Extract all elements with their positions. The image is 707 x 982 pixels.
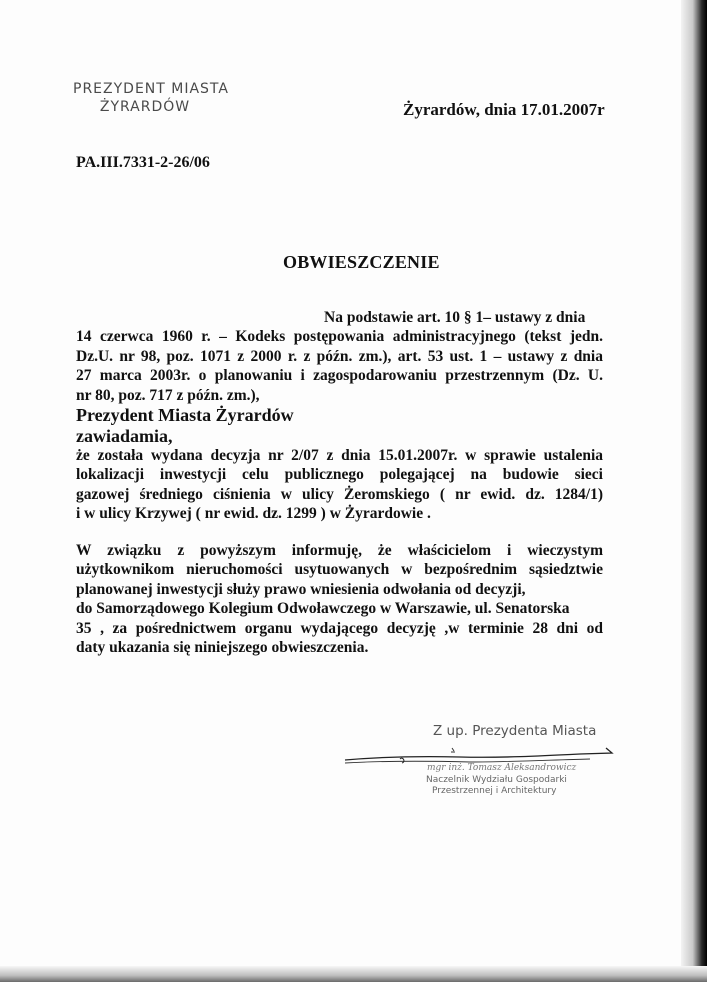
stamp-line-1: PREZYDENT MIASTA [73,81,229,97]
signatory-title-line-1: Naczelnik Wydziału Gospodarki [426,775,567,785]
legal-basis-paragraph [76,308,603,405]
document-date: Żyrardów, dnia 17.01.2007r [403,100,605,119]
authority-block [76,405,294,447]
signatory-name: mgr inż. Tomasz Aleksandrowicz [427,763,577,773]
paragraph-line: lokalizacji inwestycji celu publicznego polegającej na budowie sieci [76,466,603,484]
paragraph-line: użytkownikom nieruchomości usytuowanych w bezpośrednim sąsiedztwie [76,561,603,579]
paragraph-line: 35 , za pośrednictwem organu wydającego decyzję ,w terminie 28 dni od [76,619,603,637]
paragraph-line: planowanej inwestycji służy prawo wniesienia odwołania od decyzji, [76,580,526,598]
authority-name: Prezydent Miasta Żyrardów [76,405,294,425]
paragraph-line: nr 80, poz. 717 z późn. zm.), [76,386,260,404]
paragraph-line: i w ulicy Krzywej ( nr ewid. dz. 1299 ) w Żyrardowie . [76,505,431,523]
notifies-word: zawiadamia, [76,426,173,446]
scan-edge-right [681,0,707,982]
paragraph-line: daty ukazania się niniejszego obwieszczenia. [76,639,369,657]
signatory-title-line-2: Przestrzennej i Architektury [432,786,557,796]
paragraph-line: gazowej średniego ciśnienia w ulicy Żeromskiego ( nr ewid. dz. 1284/1) [76,485,603,503]
paragraph-line: 14 czerwca 1960 r. – Kodeks postępowania administracyjnego (tekst jedn. [76,328,603,346]
stamp-line-2: ŻYRARDÓW [99,99,191,115]
paragraph-line: że została wydana decyzja nr 2/07 z dnia 15.01.2007r. w sprawie ustalenia [76,447,603,464]
paragraph-line: Na podstawie art. 10 § 1– ustawy z dnia [324,309,586,326]
appeal-paragraph [76,541,603,657]
signature-on-behalf: Z up. Prezydenta Miasta [433,723,597,739]
scan-edge-bottom [0,966,707,982]
decision-paragraph [76,446,603,524]
office-stamp [66,80,236,116]
paragraph-line: do Samorządowego Kolegium Odwoławczego w Warszawie, ul. Senatorska [76,600,570,618]
document-title: OBWIESZCZENIE [283,252,440,272]
paragraph-line: 27 marca 2003r. o planowaniu i zagospodarowaniu przestrzennym (Dz. U. [76,367,603,385]
paragraph-line: W związku z powyższym informuję, że właścicielom i wieczystym [76,542,603,559]
paragraph-line: Dz.U. nr 98, poz. 1071 z 2000 r. z późn. zm.), art. 53 ust. 1 – ustawy z dnia [76,347,603,365]
reference-number: PA.III.7331-2-26/06 [76,154,210,171]
